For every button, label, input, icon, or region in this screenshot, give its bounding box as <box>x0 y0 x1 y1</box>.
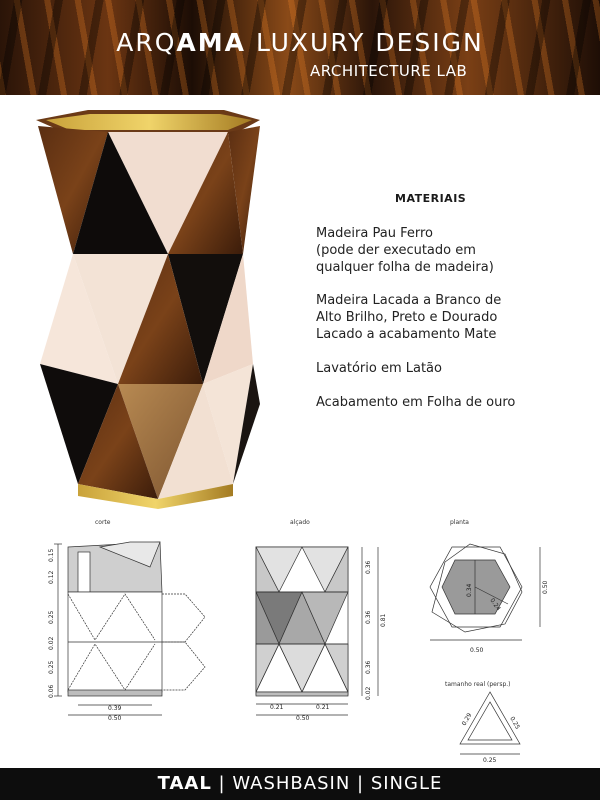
svg-text:0.15: 0.15 <box>48 548 55 562</box>
svg-text:0.25: 0.25 <box>48 610 55 624</box>
svg-text:0.02: 0.02 <box>365 686 372 700</box>
svg-text:0.25: 0.25 <box>508 715 522 731</box>
svg-text:0.02: 0.02 <box>48 636 55 650</box>
planta-plan-drawing <box>430 544 540 640</box>
footer-product-title: TAAL | WASHBASIN | SINGLE <box>0 768 600 800</box>
svg-text:0.50: 0.50 <box>296 715 310 722</box>
brand-title: ARQAMA LUXURY DESIGN <box>116 28 484 57</box>
technical-drawings <box>0 512 600 767</box>
material-item-gold-leaf: Acabamento em Folha de ouro <box>316 395 516 410</box>
materials-title: MATERIAIS <box>395 192 467 205</box>
svg-text:0.25: 0.25 <box>483 757 497 764</box>
header-banner <box>0 0 600 95</box>
svg-text:0.24: 0.24 <box>488 597 502 613</box>
svg-text:0.50: 0.50 <box>108 715 122 722</box>
svg-text:0.21: 0.21 <box>316 704 330 711</box>
alcado-elevation-drawing <box>256 547 378 696</box>
material-item-lacquer: Madeira Lacada a Branco de Alto Brilho, Preto e Dourado Lacado a acabamento Mate <box>316 293 502 342</box>
material-item-wood: Madeira Pau Ferro (pode der executado em qualquer folha de madeira) <box>316 226 494 275</box>
svg-text:0.36: 0.36 <box>365 610 372 624</box>
material-item-brass: Lavatório em Latão <box>316 361 442 376</box>
svg-text:0.34: 0.34 <box>466 583 473 597</box>
label-tamanho-real: tamanho real (persp.) <box>445 681 511 688</box>
corte-section-drawing <box>54 542 205 696</box>
svg-text:0.39: 0.39 <box>108 705 122 712</box>
brand-subtitle: ARCHITECTURE LAB <box>310 62 468 80</box>
svg-text:0.25: 0.25 <box>48 660 55 674</box>
svg-text:0.06: 0.06 <box>48 684 55 698</box>
svg-text:0.50: 0.50 <box>542 580 549 594</box>
label-corte: corte <box>95 519 111 526</box>
svg-text:0.81: 0.81 <box>380 613 387 627</box>
product-washbasin-image <box>28 104 273 514</box>
label-alcado: alçado <box>290 519 310 526</box>
svg-text:0.36: 0.36 <box>365 560 372 574</box>
svg-text:0.12: 0.12 <box>48 570 55 584</box>
svg-text:0.21: 0.21 <box>270 704 284 711</box>
svg-text:0.36: 0.36 <box>365 660 372 674</box>
label-planta: planta <box>450 519 469 526</box>
svg-text:0.29: 0.29 <box>460 711 474 727</box>
svg-text:0.50: 0.50 <box>470 647 484 654</box>
